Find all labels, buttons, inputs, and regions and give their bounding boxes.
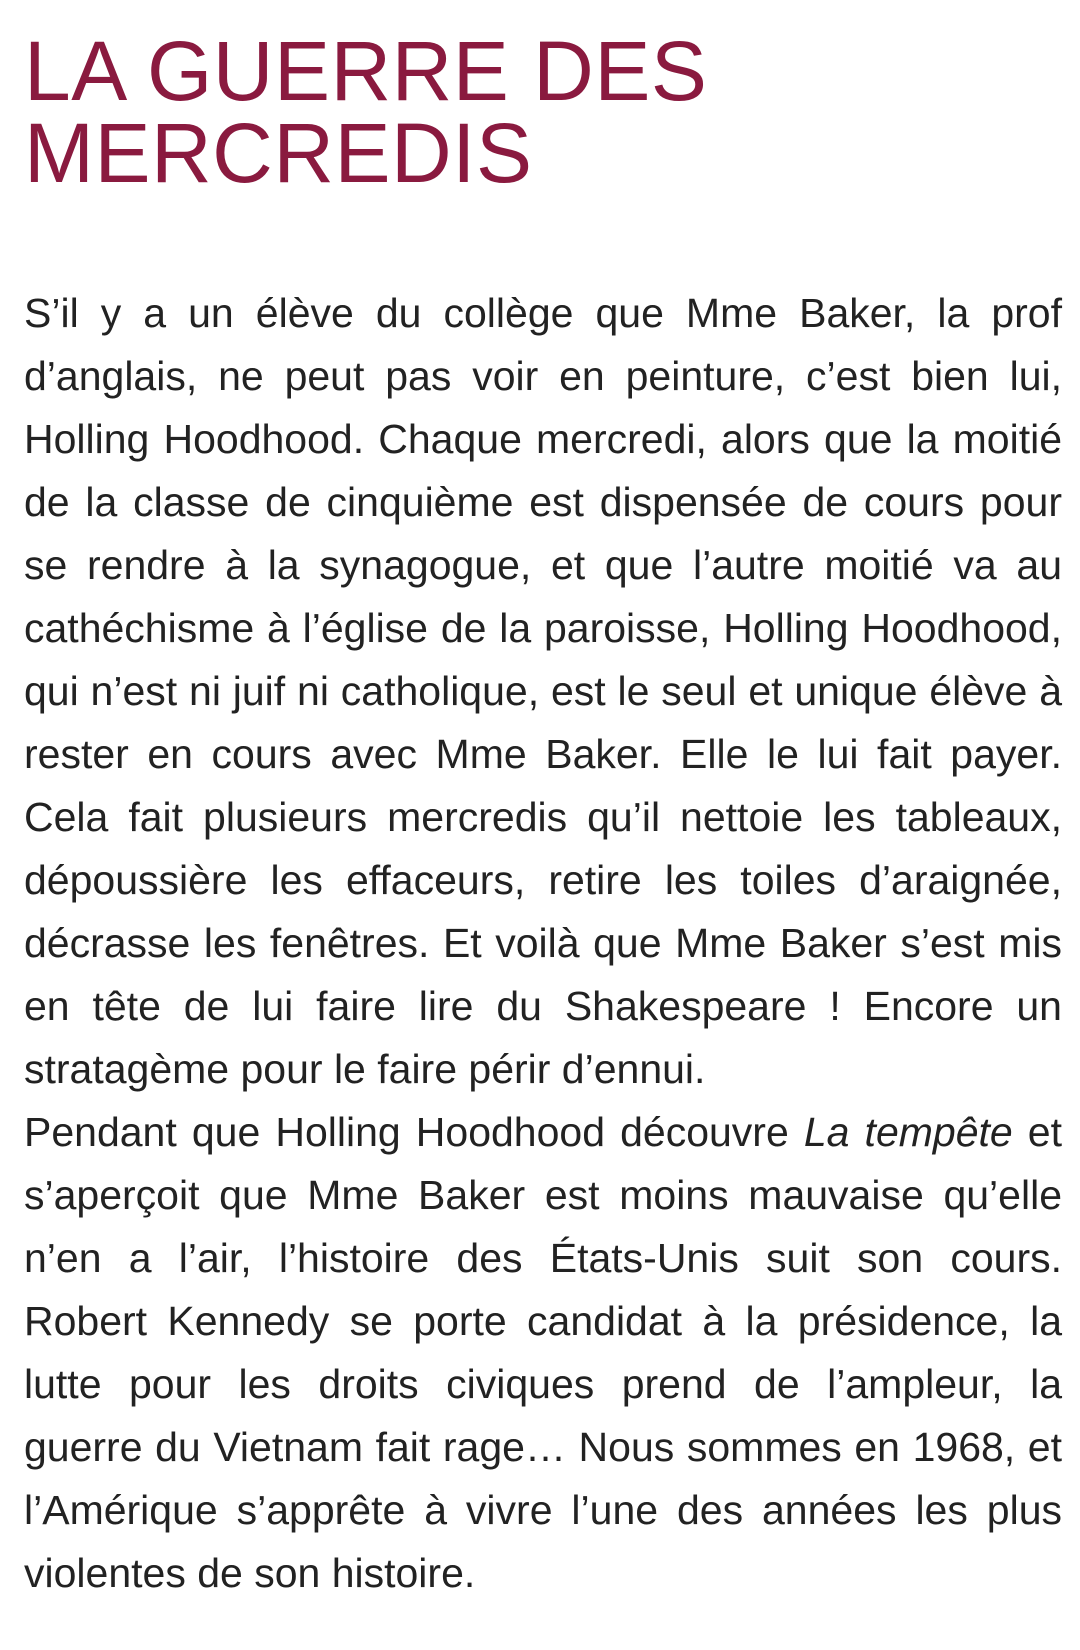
work-title-italic: La tempête	[803, 1109, 1013, 1155]
book-title-line-2: MERCREDIS	[24, 106, 533, 200]
summary-text	[24, 282, 1062, 1605]
book-title	[24, 24, 1062, 200]
book-summary	[24, 24, 1062, 1605]
summary-paragraph-2-end: et s’aperçoit que Mme Baker est moins mauvaise qu’elle n’en a l’air, l’histoire des États-Unis suit son cours. Robert Kennedy se porte candidat à la présidence, la lutte pour les droits civiques prend de l’ampleur, la guerre du Vietnam fait rage… Nous sommes en 1968, et l’Amérique s’apprête à vivre l’une des années les plus violentes de son histoire.	[24, 1109, 1062, 1596]
summary-paragraph-1: S’il y a un élève du collège que Mme Baker, la prof d’anglais, ne peut pas voir en peinture, c’est bien lui, Holling Hoodhood. Chaque mercredi, alors que la moitié de la classe de cinquième est dispensée de cours pour se rendre à la synagogue, et que l’autre moitié va au cathéchisme à l’église de la paroisse, Holling Hoodhood, qui n’est ni juif ni catholique, est le seul et unique élève à rester en cours avec Mme Baker. Elle le lui fait payer. Cela fait plusieurs mercredis qu’il nettoie les tableaux, dépoussière les effaceurs, retire les toiles d’araignée, décrasse les fenêtres. Et voilà que Mme Baker s’est mis en tête de lui faire lire du Shakespeare ! Encore un stratagème pour le faire périr d’ennui.	[24, 290, 1062, 1092]
summary-paragraph-2-start: Pendant que Holling Hoodhood découvre	[24, 1109, 804, 1155]
summary-paragraph-2	[24, 1101, 1062, 1605]
book-title-line-1: LA GUERRE DES	[24, 24, 708, 118]
